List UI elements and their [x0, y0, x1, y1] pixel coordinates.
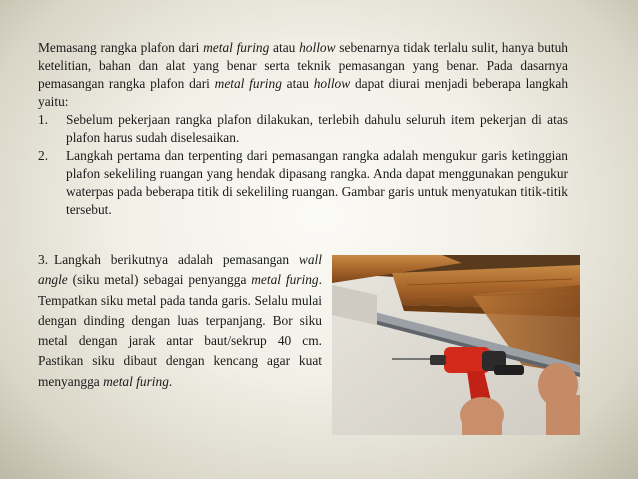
step-3 — [38, 250, 322, 392]
step-term: metal furing — [251, 272, 319, 288]
intro-term: metal furing — [214, 76, 282, 91]
intro-term: hollow — [299, 40, 336, 55]
list-item — [38, 147, 568, 219]
intro-paragraph — [38, 39, 568, 111]
step-text: (siku metal) sebagai penyangga — [67, 272, 252, 288]
step-text: . Tempatkan siku metal pada tanda garis. Selalu mulai dengan dinding dengan luas terpanjang. Bor siku metal dengan jarak antar baut/sekrup 40 cm. Pastikan siku dibaut dengan kencang agar kuat menyangga — [38, 272, 322, 389]
step-text: Sebelum pekerjaan rangka plafon dilakukan, terlebih dahulu seluruh item pekerjan di atas plafon harus sudah diselesaikan. — [66, 112, 568, 145]
step-text: . — [168, 373, 173, 389]
intro-text: dapat diurai menjadi beberapa langkah yaitu: — [38, 76, 569, 109]
step-number: 3. — [38, 252, 49, 267]
content-block — [38, 39, 568, 219]
intro-text: Memasang rangka plafon dari — [38, 40, 204, 55]
intro-text: atau — [281, 76, 314, 91]
step-number: 1. — [38, 112, 49, 127]
step-text: Langkah pertama dan terpenting dari pemasangan rangka adalah mengukur garis ketinggian plafon sekeliling ruangan yang hendak dipasang rangka. Anda dapat menggunakan pengukur waterpas pada beberapa titik di sekeliling ruangan. Gambar garis untuk menyatukan titik-titik tersebut. — [66, 148, 568, 217]
drill-photo-icon — [332, 255, 580, 435]
step-term: wall angle — [38, 252, 322, 288]
intro-text: atau — [269, 40, 300, 55]
steps-list — [38, 111, 568, 219]
list-item — [38, 111, 568, 147]
drill-photo — [332, 255, 580, 435]
intro-term: metal furing — [203, 40, 270, 55]
intro-term: hollow — [313, 76, 351, 91]
intro-text: sebenarnya tidak terlalu sulit, hanya butuh ketelitian, bahan dan alat yang benar serta teknik pemasangan yang benar. Pada dasarnya pemasangan rangka plafon dari — [38, 40, 568, 91]
step-number: 2. — [38, 148, 49, 163]
step-text: Langkah berikutnya adalah pemasangan — [54, 252, 299, 267]
step-term: metal furing — [103, 373, 169, 389]
